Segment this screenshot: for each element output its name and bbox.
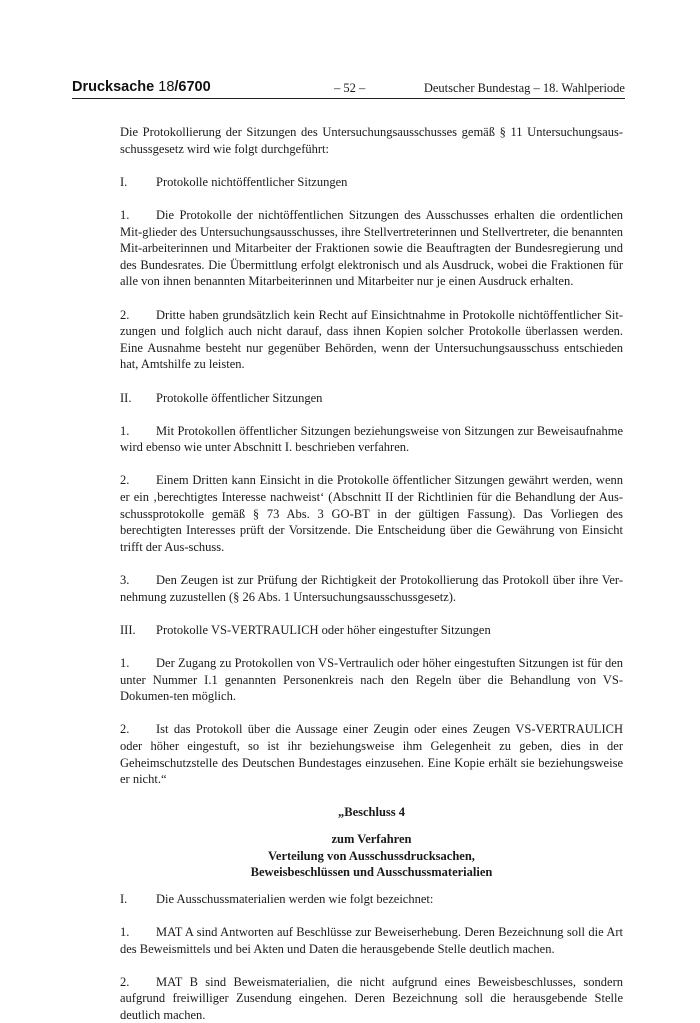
doc-number-prefix: 18 — [158, 79, 175, 95]
document-body — [120, 124, 623, 1023]
paragraph: 2. Ist das Protokoll über die Aussage einer Zeugin oder eines Zeugen VS-VERTRAULICH oder höher eingestuft, so ist ihr beziehungsweise ihm Gelegenheit zu geben, dies in der Geheimschutzstelle des Deutschen Bundestages einzusehen. Eine Kopie erhält sie beziehungsweise er nicht.“ — [120, 722, 623, 787]
resolution-title: „Beschluss 4 — [337, 805, 406, 820]
paragraph: 2. Dritte haben grundsätzlich kein Recht auf Einsichtnahme in Protokolle nichtöffentlicher Sit-zungen und folglich auch nicht darauf, dass ihnen Kopien solcher Protokolle überlassen werden. Eine Ausnahme besteht nur gegenüber Behörden, wenn der Untersuchungsausschuss entschieden hat, Amtshilfe zu leisten. — [120, 307, 623, 372]
intro-paragraph: Die Protokollierung der Sitzungen des Untersuchungsausschusses gemäß § 11 Untersuchungsaus-schussgesetz wird wie folgt durchgeführt: — [120, 125, 623, 156]
paragraph: 2. Einem Dritten kann Einsicht in die Protokolle öffentlicher Sitzungen gewährt werden, wenn er ein ‚berechtigtes Interesse nachweist‘ (Abschnitt II der Richtlinien für die Behandlung der Aus-schussprotokolle gemäß § 73 Abs. 3 GO-BT in der gültigen Fassung). Das Vorliegen des berechtigten Interesses prüft der Vorsitzende. Die Entscheidung über die Gewährung von Einsicht trifft der Aus-schuss. — [120, 473, 623, 554]
paragraph: 2. MAT B sind Beweismaterialien, die nicht aufgrund eines Beweisbeschlusses, sondern aufgrund freiwilliger Zusendung eingehen. Deren Bezeichnung soll die herausgebende Stelle deutlich machen. — [120, 974, 623, 1022]
section-heading: II. Protokolle öffentlicher Sitzungen — [120, 390, 323, 405]
resolution-subtitle: Beweisbeschlüssen und Ausschussmaterialien — [250, 865, 493, 880]
paragraph: 1. Mit Protokollen öffentlicher Sitzungen beziehungsweise von Sitzungen zur Beweisaufnahme wird ebenso wie unter Abschnitt I. beschrieben verfahren. — [120, 423, 623, 455]
section-heading: I. Die Ausschussmaterialien werden wie folgt bezeichnet: — [120, 891, 434, 906]
paragraph: 1. MAT A sind Antworten auf Beschlüsse zur Beweiserhebung. Deren Bezeichnung soll die Art des Beweismittels und bei Akten und Daten die herausgebende Stelle deutlich machen. — [120, 924, 623, 956]
doc-number: 6700 — [178, 79, 211, 95]
doc-separator: / — [174, 79, 179, 95]
paragraph: 1. Der Zugang zu Protokollen von VS-Vertraulich oder höher eingestuften Sitzungen ist für den unter Nummer I.1 genannten Personenkreis nach den Regeln über die Behandlung von VS-Dokumen-ten möglich. — [120, 656, 623, 704]
section-heading: III. Protokolle VS-VERTRAULICH oder höher eingestufter Sitzungen — [120, 622, 491, 637]
page-number: – 52 – — [334, 81, 366, 95]
paragraph: 1. Die Protokolle der nichtöffentlichen Sitzungen des Ausschusses erhalten die ordentlichen Mit-glieder des Untersuchungsausschusses, ihre Stellvertreterinnen und Stellvertreter, die benannten Mit-arbeiterinnen und Mitarbeiter der Fraktionen sowie die Beauftragten der Bundesregierung und des Bundesrates. Die Übermittlung erfolgt elektronisch und als Ausdruck, wobei die Fraktionen für alle von ihnen benannten Mitarbeiterinnen und Mitarbeiter nur je einen Ausdruck erhalten. — [120, 207, 623, 289]
doc-label: Drucksache — [72, 79, 159, 95]
resolution-subtitle: Verteilung von Ausschussdrucksachen, — [268, 848, 475, 863]
doc-reference — [72, 78, 211, 96]
publisher: Deutscher Bundestag – 18. Wahlperiode — [423, 81, 625, 95]
section-heading: I. Protokolle nichtöffentlicher Sitzungen — [120, 174, 348, 189]
resolution-subtitle: zum Verfahren — [331, 831, 412, 846]
page-header — [72, 78, 625, 99]
paragraph: 3. Den Zeugen ist zur Prüfung der Richtigkeit der Protokollierung das Protokoll über ihre Ver-nehmung zuzustellen (§ 26 Abs. 1 Untersuchungsausschussgesetz). — [120, 573, 623, 604]
